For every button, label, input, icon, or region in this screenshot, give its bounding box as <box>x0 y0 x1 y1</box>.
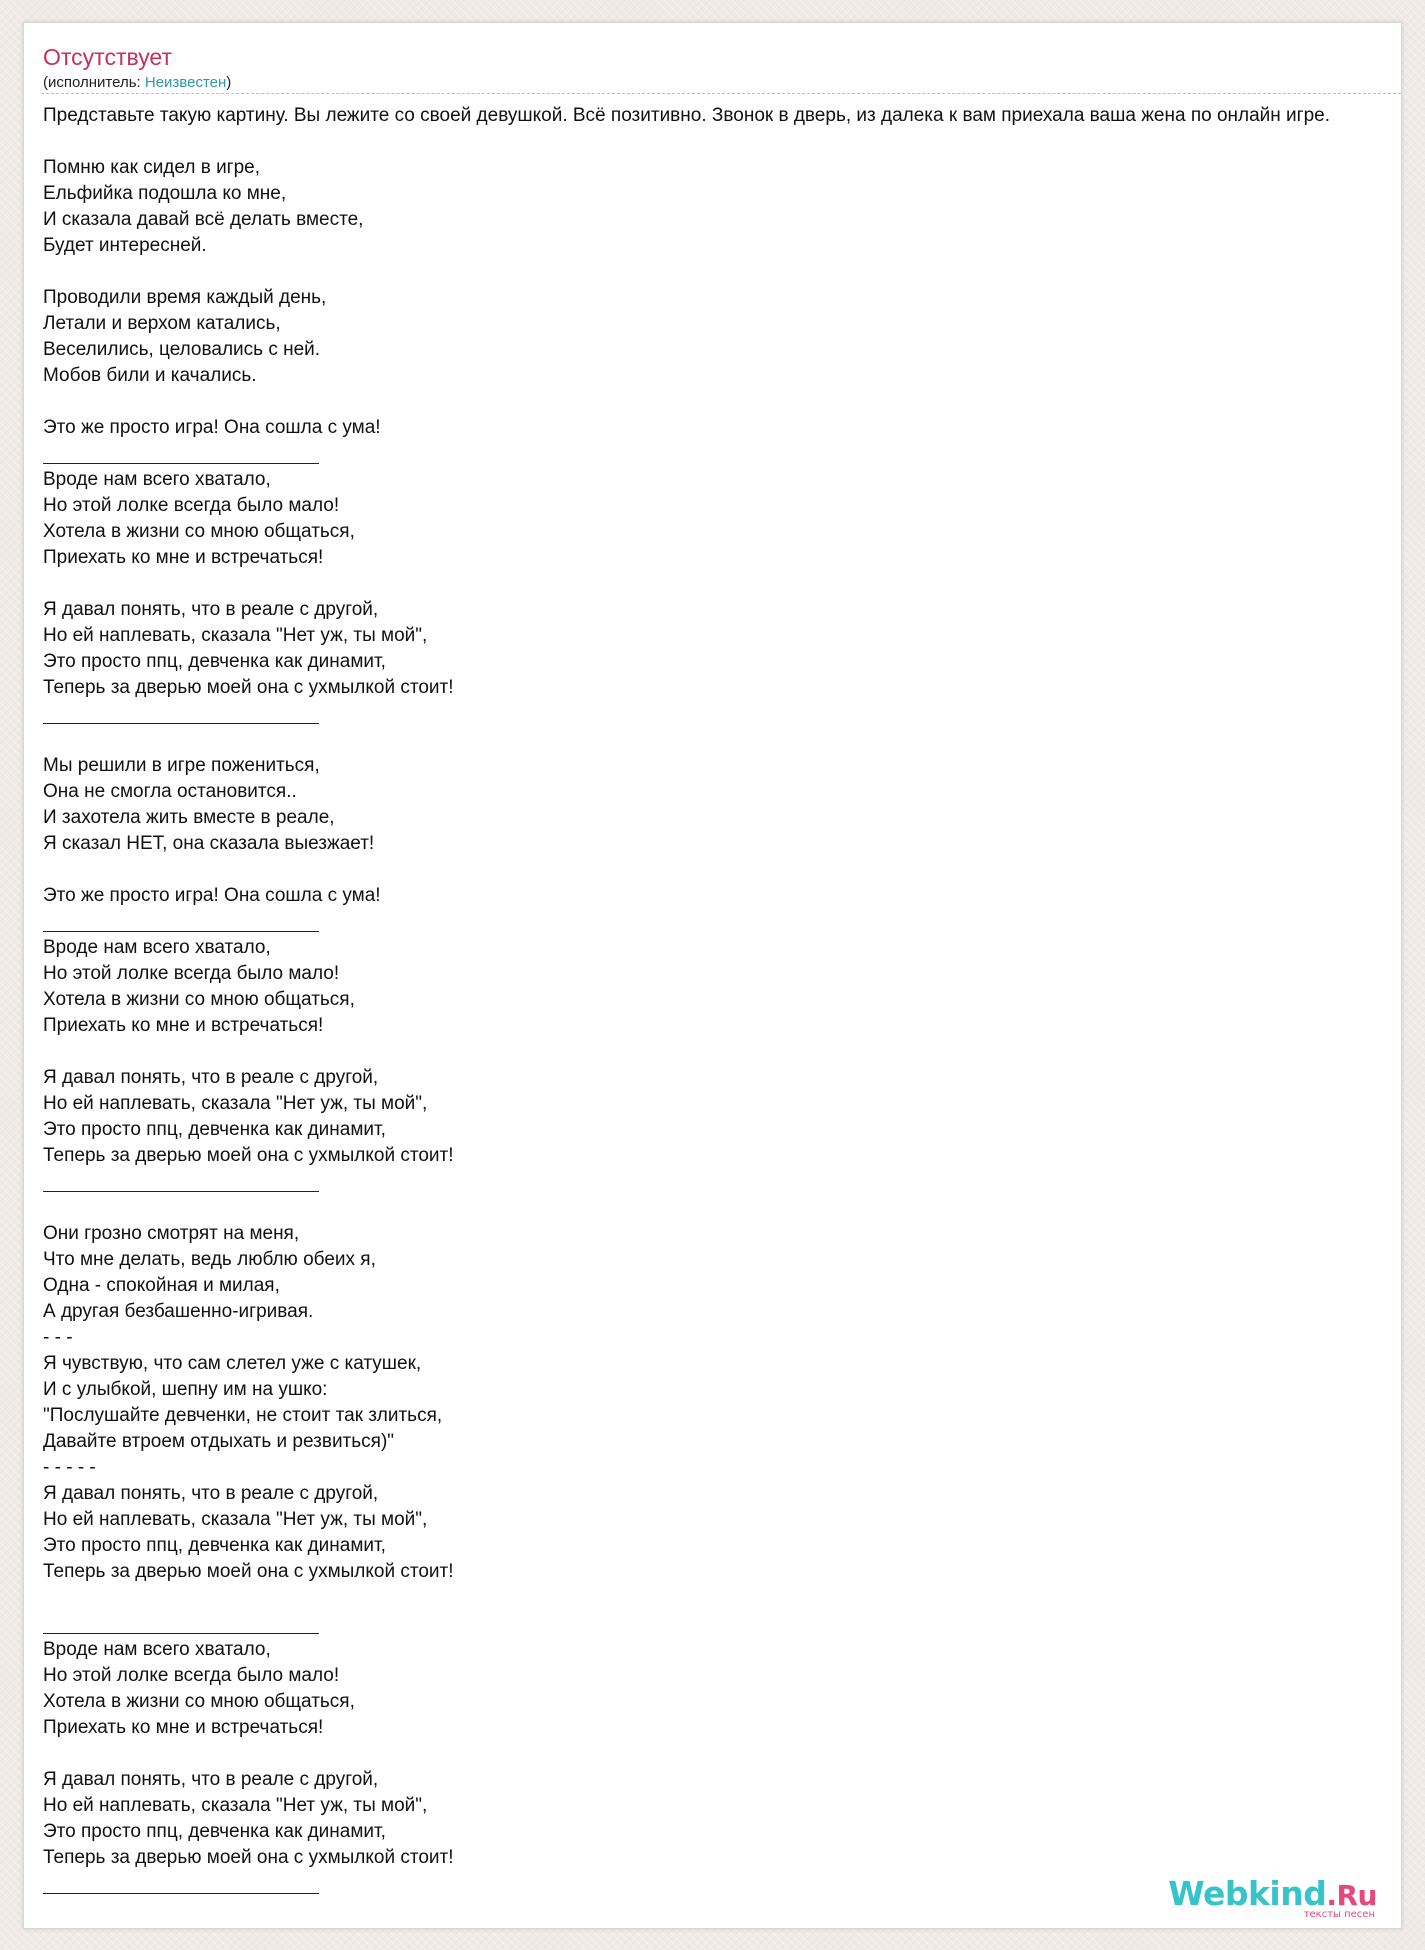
lyric-line: Это просто ппц, девченка как динамит, <box>43 1821 386 1842</box>
lyric-line: Одна - спокойная и милая, <box>43 1275 280 1296</box>
song-title: Отсутствует <box>43 44 172 70</box>
logo-main-text: Webkind <box>1168 1874 1327 1913</box>
lyric-line: И сказала давай всё делать вместе, <box>43 209 364 230</box>
lyric-line: Давайте втроем отдыхать и резвиться)" <box>43 1431 395 1452</box>
logo-tld-text: .Ru <box>1326 1879 1377 1912</box>
lyric-line: Приехать ко мне и встречаться! <box>43 1717 324 1738</box>
lyric-line: Мобов били и качались. <box>43 365 257 386</box>
lyric-line: Вроде нам всего хватало, <box>43 469 271 490</box>
lyric-line: Приехать ко мне и встречаться! <box>43 547 324 568</box>
lyrics-separator <box>43 441 1401 467</box>
lyric-line: Вроде нам всего хватало, <box>43 937 271 958</box>
lyric-line: Проводили время каждый день, <box>43 287 327 308</box>
lyric-line: Но этой лолке всегда было мало! <box>43 1665 340 1686</box>
lyric-line: - - - - - <box>43 1457 96 1478</box>
lyric-line: Но этой лолке всегда было мало! <box>43 495 340 516</box>
lyric-line: Представьте такую картину. Вы лежите со своей девушкой. Всё позитивно. Звонок в дверь, из далека к вам приехала ваша жена по онлайн игре. <box>43 105 1331 126</box>
lyric-line: Вроде нам всего хватало, <box>43 1639 271 1660</box>
lyric-line: Но ей наплевать, сказала "Нет уж, ты мой", <box>43 1795 428 1816</box>
lyric-line: Хотела в жизни со мною общаться, <box>43 521 355 542</box>
lyric-line: Но ей наплевать, сказала "Нет уж, ты мой", <box>43 625 428 646</box>
lyric-line: Я давал понять, что в реале с другой, <box>43 1067 379 1088</box>
lyrics-separator <box>43 1169 1401 1195</box>
lyric-line: Теперь за дверью моей она с ухмылкой стоит! <box>43 1145 454 1166</box>
lyric-line <box>43 259 1401 285</box>
lyric-line <box>43 1039 1401 1065</box>
lyric-line: И захотела жить вместе в реале, <box>43 807 335 828</box>
lyric-line: Я давал понять, что в реале с другой, <box>43 1483 379 1504</box>
lyric-line: Это просто ппц, девченка как динамит, <box>43 1119 386 1140</box>
lyric-line: Летали и верхом катались, <box>43 313 281 334</box>
lyric-line: Будет интересней. <box>43 235 207 256</box>
lyric-line: Теперь за дверью моей она с ухмылкой стоит! <box>43 1561 454 1582</box>
lyric-line: - - - <box>43 1327 73 1348</box>
lyrics-separator <box>43 1611 1401 1637</box>
lyric-line: Ельфийка подошла ко мне, <box>43 183 287 204</box>
lyric-line: Хотела в жизни со мною общаться, <box>43 1691 355 1712</box>
header-divider <box>41 93 1401 94</box>
lyric-line: Теперь за дверью моей она с ухмылкой стоит! <box>43 1847 454 1868</box>
lyric-line: Это просто ппц, девченка как динамит, <box>43 651 386 672</box>
lyrics-page <box>23 22 1402 1929</box>
lyric-line: Это же просто игра! Она сошла с ума! <box>43 417 381 438</box>
lyric-line: А другая безбашенно-игривая. <box>43 1301 314 1322</box>
lyric-line <box>43 1585 1401 1611</box>
lyric-line: Что мне делать, ведь люблю обеих я, <box>43 1249 376 1270</box>
lyrics-text <box>43 103 1401 1897</box>
lyric-line: Я чувствую, что сам слетел уже с катушек, <box>43 1353 422 1374</box>
lyric-line: И с улыбкой, шепну им на ушко: <box>43 1379 328 1400</box>
lyric-line: Мы решили в игре пожениться, <box>43 755 320 776</box>
lyric-line: Это же просто игра! Она сошла с ума! <box>43 885 381 906</box>
lyric-line <box>43 389 1401 415</box>
artist-link[interactable]: Неизвестен <box>144 74 227 91</box>
lyric-line <box>43 571 1401 597</box>
lyrics-separator <box>43 909 1401 935</box>
lyric-line: Теперь за дверью моей она с ухмылкой стоит! <box>43 677 454 698</box>
lyric-line <box>43 1741 1401 1767</box>
lyric-line <box>43 129 1401 155</box>
lyric-line: Это просто ппц, девченка как динамит, <box>43 1535 386 1556</box>
lyric-line <box>43 727 1401 753</box>
lyrics-separator <box>43 701 1401 727</box>
lyric-line: Помню как сидел в игре, <box>43 157 261 178</box>
lyric-line: Я давал понять, что в реале с другой, <box>43 599 379 620</box>
artist-prefix: (исполнитель: <box>43 74 145 91</box>
webkind-logo[interactable] <box>1168 1874 1377 1920</box>
lyric-line: Я сказал НЕТ, она сказала выезжает! <box>43 833 375 854</box>
lyric-line: Я давал понять, что в реале с другой, <box>43 1769 379 1790</box>
lyric-line: "Послушайте девченки, не стоит так злиться, <box>43 1405 443 1426</box>
lyric-line: Она не смогла остановится.. <box>43 781 297 802</box>
logo-tagline: тексты песен <box>1303 1909 1375 1920</box>
lyric-line: Но этой лолке всегда было мало! <box>43 963 340 984</box>
artist-line <box>43 74 231 92</box>
lyric-line: Веселились, целовались с ней. <box>43 339 321 360</box>
lyric-line: Но ей наплевать, сказала "Нет уж, ты мой", <box>43 1509 428 1530</box>
lyric-line: Хотела в жизни со мною общаться, <box>43 989 355 1010</box>
artist-suffix: ) <box>226 74 232 91</box>
lyric-line <box>43 1195 1401 1221</box>
lyric-line <box>43 857 1401 883</box>
lyric-line: Они грозно смотрят на меня, <box>43 1223 300 1244</box>
lyric-line: Но ей наплевать, сказала "Нет уж, ты мой", <box>43 1093 428 1114</box>
lyric-line: Приехать ко мне и встречаться! <box>43 1015 324 1036</box>
